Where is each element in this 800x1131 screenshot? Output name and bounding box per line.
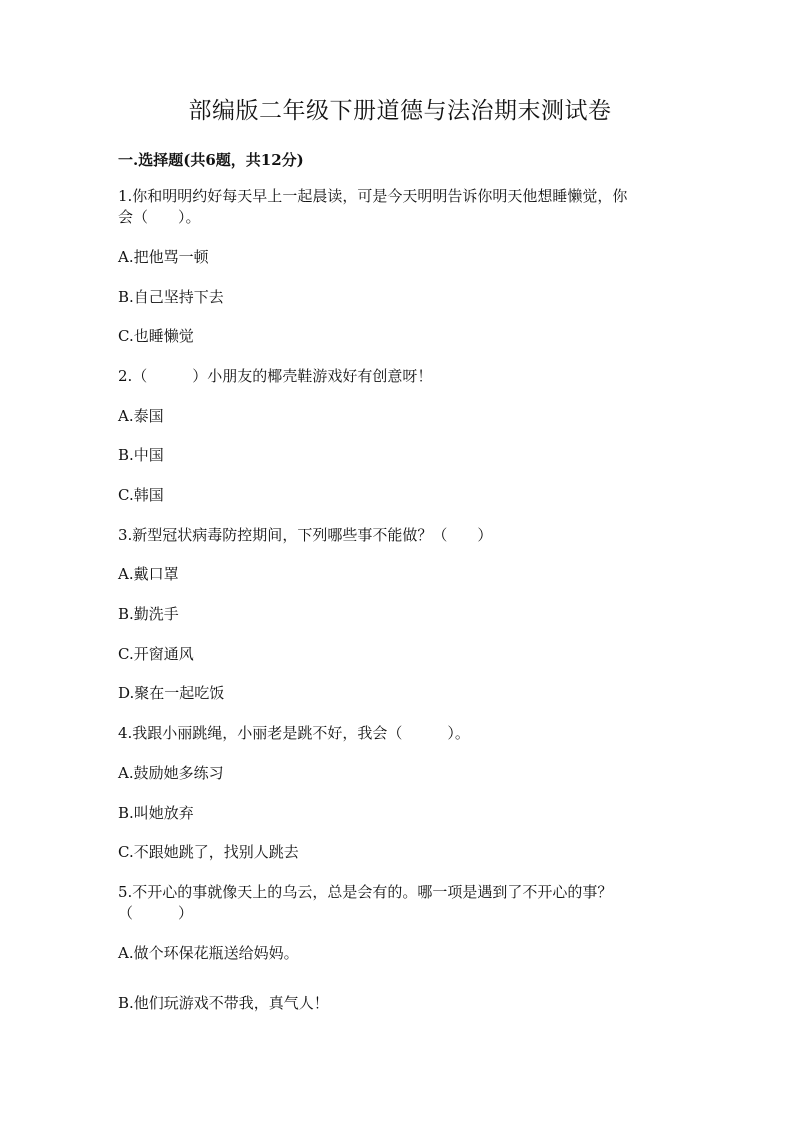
answer-option: B.中国 — [118, 446, 164, 464]
answer-option: C.不跟她跳了，找别人跳去 — [118, 843, 299, 861]
answer-option: C.也睡懒觉 — [118, 327, 194, 345]
answer-option: A.泰国 — [118, 407, 164, 425]
question-stem — [118, 525, 678, 546]
question-stem-line: 5.不开心的事就像天上的乌云，总是会有的。哪一项是遇到了不开心的事？ — [118, 883, 613, 901]
answer-option: B.勤洗手 — [118, 605, 179, 623]
section-heading: 一.选择题(共6题，共12分) — [118, 151, 304, 169]
answer-option: D.聚在一起吃饭 — [118, 684, 225, 702]
question-stem-line: （ ） — [118, 904, 194, 922]
question-stem-line: 会（ ）。 — [118, 208, 201, 226]
question-stem-line: 4.我跟小丽跳绳，小丽老是跳不好，我会（ ）。 — [118, 724, 470, 742]
question-stem — [118, 723, 678, 744]
answer-option: A.做个环保花瓶送给妈妈。 — [118, 944, 299, 962]
question-stem-line: 2.（ ）小朋友的椰壳鞋游戏好有创意呀！ — [118, 367, 433, 385]
question-stem — [118, 366, 678, 387]
answer-option: A.戴口罩 — [118, 565, 179, 583]
answer-option: B.他们玩游戏不带我，真气人！ — [118, 994, 329, 1012]
question-stem — [118, 882, 678, 924]
document-title: 部编版二年级下册道德与法治期末测试卷 — [188, 98, 612, 124]
answer-option: B.叫她放弃 — [118, 804, 194, 822]
question-stem — [118, 186, 678, 228]
answer-option: B.自己坚持下去 — [118, 288, 224, 306]
answer-option: A.鼓励她多练习 — [118, 764, 224, 782]
answer-option: A.把他骂一顿 — [118, 248, 209, 266]
answer-option: C.开窗通风 — [118, 645, 194, 663]
question-stem-line: 1.你和明明约好每天早上一起晨读，可是今天明明告诉你明天他想睡懒觉，你 — [118, 187, 628, 205]
answer-option: C.韩国 — [118, 486, 164, 504]
question-stem-line: 3.新型冠状病毒防控期间，下列哪些事不能做？（ ） — [118, 526, 493, 544]
